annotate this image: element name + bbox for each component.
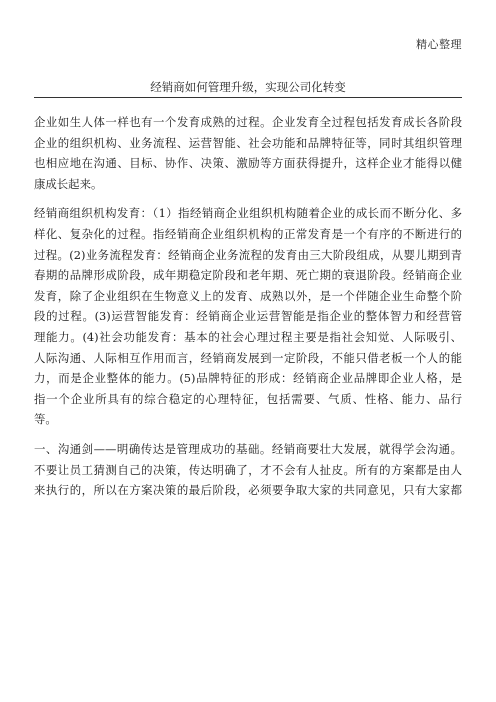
- text-line: 等。: [34, 412, 57, 427]
- text-line: 样化、复杂化的过程。指经销商企业组织机构的正常发育是一个有序的不断进行的: [34, 226, 462, 241]
- text-line: 不要让员工猜测自己的决策，传达明确了，才不会有人扯皮。所有的方案都是由人: [34, 462, 462, 477]
- paragraph-3: [34, 439, 462, 501]
- text-line: 段的过程。(3)运营智能发育：经销商企业运营智能是指企业的整体智力和经营管: [34, 309, 462, 324]
- text-line: 一、沟通剑——明确传达是管理成功的基础。经销商要壮大发展，就得学会沟通。: [34, 441, 462, 456]
- title-divider: [34, 97, 462, 98]
- text-line: 康成长起来。: [34, 176, 103, 191]
- text-line: 理能力。(4)社会功能发育：基本的社会心理过程主要是指社会知觉、人际吸引、: [34, 329, 462, 344]
- header-tag: 精心整理: [416, 38, 462, 51]
- text-line: 指一个企业所具有的综合稳定的心理特征，包括需要、气质、性格、能力、品行: [34, 391, 462, 406]
- document-body: [34, 112, 462, 510]
- text-line: 来执行的，所以在方案决策的最后阶段，必须要争取大家的共同意见，只有大家都: [34, 483, 462, 498]
- text-line: 发育，除了企业组织在生物意义上的发育、成熟以外，是一个伴随企业生命整个阶: [34, 288, 462, 303]
- text-line: 春期的品牌形成阶段，成年期稳定阶段和老年期、死亡期的衰退阶段。经销商企业: [34, 268, 462, 283]
- text-line: 企业如生人体一样也有一个发育成熟的过程。企业发育全过程包括发育成长各阶段: [34, 115, 462, 129]
- text-line: 过程。(2)业务流程发育：经销商企业务流程的发育由三大阶段组成，从婴儿期到青: [34, 247, 462, 262]
- text-line: 经销商组织机构发育：（1）指经销商企业组织机构随着企业的成长而不断分化、多: [34, 206, 462, 221]
- text-line: 力，而是企业整体的能力。(5)品牌特征的形成：经销商企业品牌即企业人格，是: [34, 371, 462, 386]
- text-line: 也相应地在沟通、目标、协作、决策、激励等方面获得提升，这样企业才能得以健: [34, 156, 462, 171]
- paragraph-2: [34, 203, 462, 430]
- text-line: 企业的组织机构、业务流程、运营智能、社会功能和品牌特征等，同时其组织管理: [34, 135, 462, 150]
- text-line: 人际沟通、人际相互作用而言，经销商发展到一定阶段，不能只借老板一个人的能: [34, 350, 462, 365]
- document-title: 经销商如何管理升级，实现公司化转变: [150, 80, 346, 94]
- paragraph-1: [34, 112, 462, 194]
